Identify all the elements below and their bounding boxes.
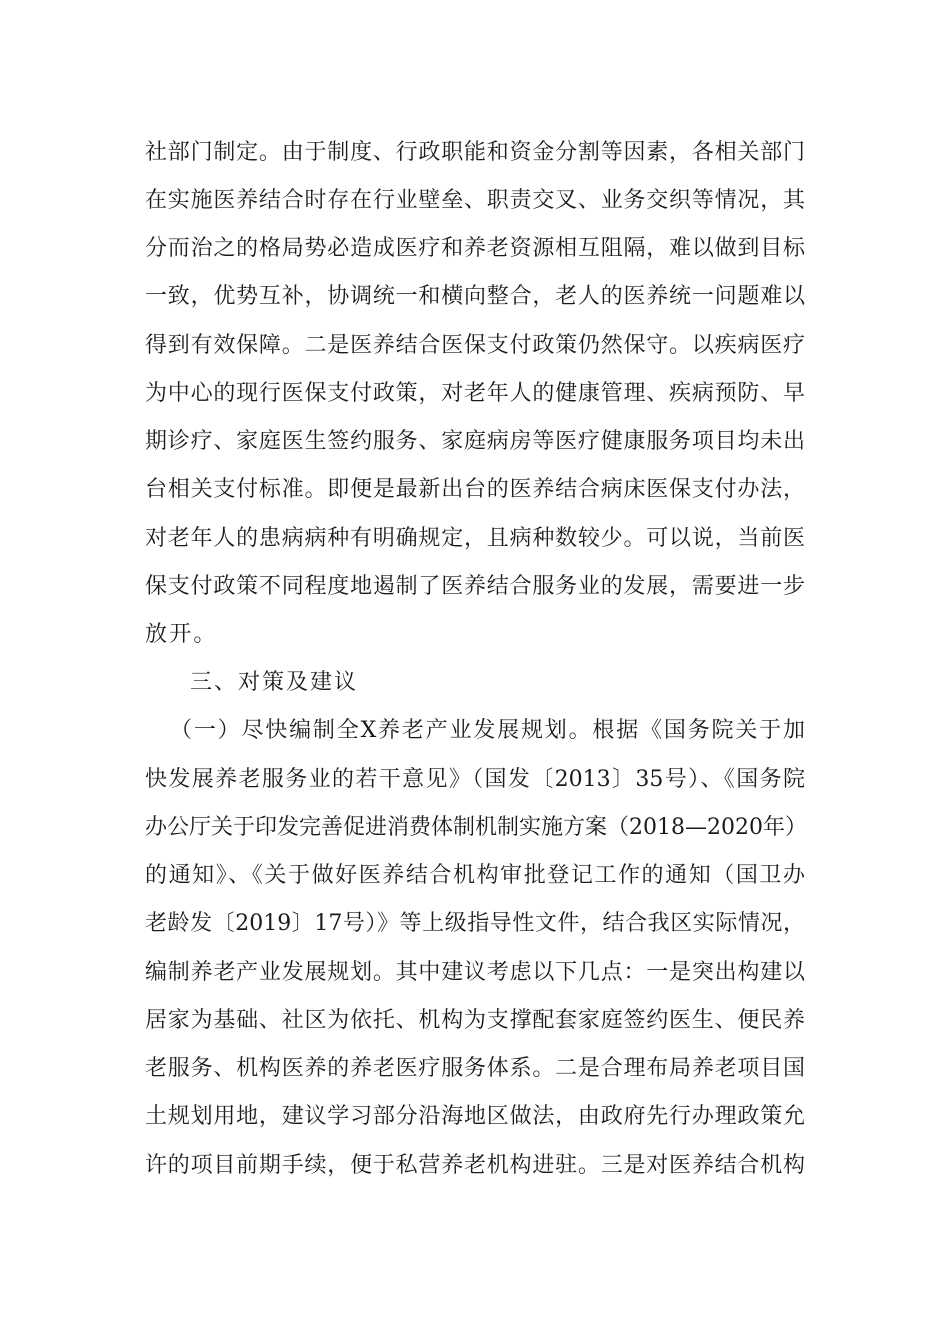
paragraph-line: 快发展养老服务业的若干意见》（国发〔2013〕35号）、《国务院 <box>145 767 805 792</box>
paragraph-line: 保支付政策不同程度地遏制了医养结合服务业的发展，需要进一步 <box>145 574 805 599</box>
paragraph-line: （一）尽快编制全X养老产业发展规划。根据《国务院关于加 <box>170 718 805 743</box>
paragraph-line: 居家为基础、社区为依托、机构为支撑配套家庭签约医生、便民养 <box>145 1008 805 1033</box>
paragraph-line: 的通知》、《关于做好医养结合机构审批登记工作的通知（国卫办 <box>145 863 805 888</box>
paragraph-line: 台相关支付标准。即便是最新出台的医养结合病床医保支付办法， <box>145 477 805 502</box>
paragraph-line: 在实施医养结合时存在行业壁垒、职责交叉、业务交织等情况，其 <box>145 188 805 213</box>
paragraph-line: 土规划用地，建议学习部分沿海地区做法，由政府先行办理政策允 <box>145 1104 805 1129</box>
paragraph-line: 老龄发〔2019〕17号）》等上级指导性文件，结合我区实际情况， <box>145 911 805 936</box>
paragraph-line: 许的项目前期手续，便于私营养老机构进驻。三是对医养结合机构 <box>145 1153 805 1178</box>
paragraph-line: 期诊疗、家庭医生签约服务、家庭病房等医疗健康服务项目均未出 <box>145 429 805 454</box>
paragraph-line: 办公厅关于印发完善促进消费体制机制实施方案（2018—2020年） <box>145 815 807 840</box>
paragraph-line: 一致，优势互补，协调统一和横向整合，老人的医养统一问题难以 <box>145 284 805 309</box>
paragraph-line: 老服务、机构医养的养老医疗服务体系。二是合理布局养老项目国 <box>145 1056 805 1081</box>
paragraph-line: 分而治之的格局势必造成医疗和养老资源相互阻隔，难以做到目标 <box>145 236 805 261</box>
paragraph-line: 为中心的现行医保支付政策，对老年人的健康管理、疾病预防、早 <box>145 381 805 406</box>
section-heading: 三、对策及建议 <box>190 670 359 695</box>
paragraph-line: 放开。 <box>145 622 218 647</box>
paragraph-line: 社部门制定。由于制度、行政职能和资金分割等因素，各相关部门 <box>145 140 805 165</box>
paragraph-line: 得到有效保障。二是医养结合医保支付政策仍然保守。以疾病医疗 <box>145 333 805 358</box>
paragraph-line: 对老年人的患病病种有明确规定，且病种数较少。可以说，当前医 <box>145 526 805 551</box>
paragraph-line: 编制养老产业发展规划。其中建议考虑以下几点：一是突出构建以 <box>145 960 805 985</box>
